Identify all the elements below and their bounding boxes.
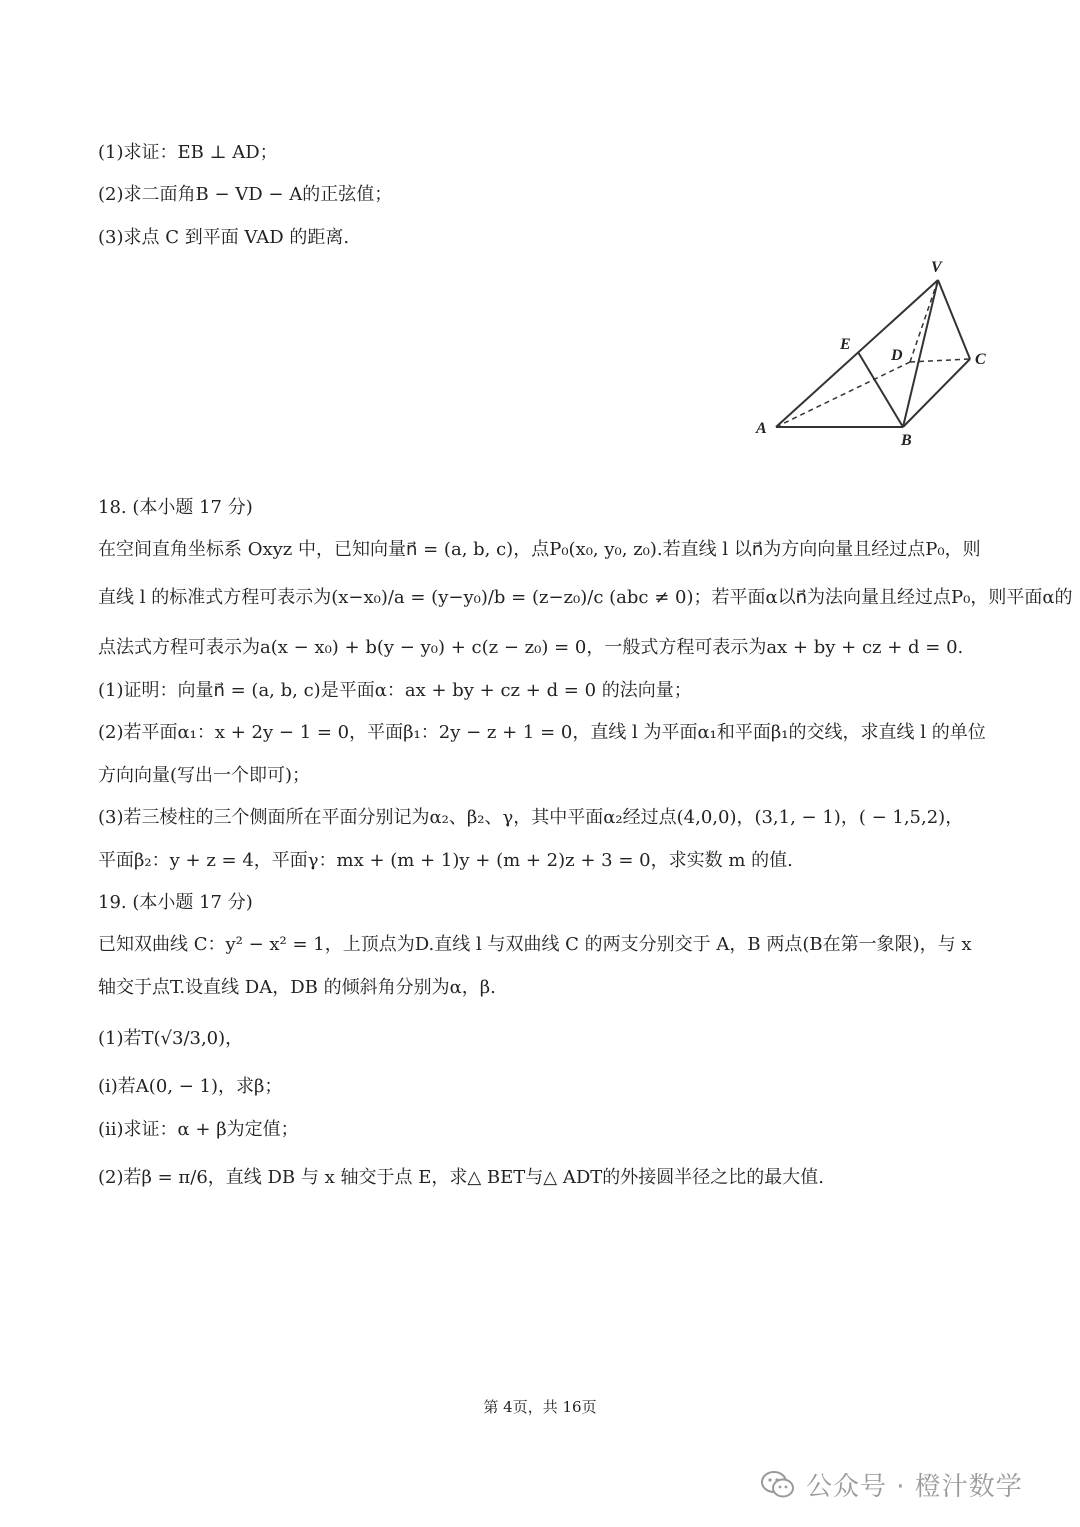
watermark-text: 公众号 · 橙汁数学 (806, 1472, 1023, 1502)
q19-intro-line2: 轴交于点T.设直线 DA，DB 的倾斜角分别为α，β. (98, 977, 496, 998)
watermark (760, 1466, 1023, 1503)
q18-intro-line1: 在空间直角坐标系 Oxyz 中，已知向量n⃗ = (a, b, c)，点P₀(x₀, y₀, z₀).若直线 l 以n⃗为方向向量且经过点P₀，则 (98, 539, 981, 560)
q17-part1: (1)求证：EB ⊥ AD； (98, 142, 278, 163)
edge-AD (776, 362, 910, 427)
q19-part2: (2)若β = π/6，直线 DB 与 x 轴交于点 E，求△ BET与△ ADT的外接圆半径之比的最大值. (98, 1167, 824, 1188)
q18-part3-line2: 平面β₂：y + z = 4，平面γ：mx + (m + 1)y + (m + 2)z + 3 = 0，求实数 m 的值. (98, 850, 793, 871)
pyramid-figure (748, 252, 1008, 452)
q18-intro-line2: 直线 l 的标准式方程可表示为(x−x₀)/a = (y−y₀)/b = (z−z₀)/c (abc ≠ 0)；若平面α以n⃗为法向量且经过点P₀，则平面α的 (98, 587, 1073, 608)
q18-part2-line2: 方向向量(写出一个即可)； (98, 765, 311, 786)
label-C: C (975, 351, 986, 368)
edge-AV (776, 280, 938, 427)
edge-BC (903, 359, 970, 427)
label-B: B (901, 432, 912, 449)
q18-header: 18. (本小题 17 分) (98, 497, 253, 518)
label-D: D (891, 347, 903, 364)
q17-part3: (3)求点 C 到平面 VAD 的距离. (98, 227, 350, 248)
q18-part3-line1: (3)若三棱柱的三个侧面所在平面分别记为α₂、β₂、γ，其中平面α₂经过点(4,0,0)，(3,1, − 1)，( − 1,5,2)， (98, 807, 964, 828)
q19-part1: (1)若T(√3/3,0)， (98, 1028, 244, 1049)
q18-intro-line3: 点法式方程可表示为a(x − x₀) + b(y − y₀) + c(z − z₀) = 0，一般式方程可表示为ax + by + cz + d = 0. (98, 637, 964, 658)
q19-part1-i: (i)若A(0, − 1)，求β； (98, 1076, 283, 1097)
q19-part1-ii: (ii)求证：α + β为定值； (98, 1119, 299, 1140)
q18-part1: (1)证明：向量n⃗ = (a, b, c)是平面α：ax + by + cz + d = 0 的法向量； (98, 680, 692, 701)
label-V: V (931, 259, 942, 276)
edge-VC (938, 280, 970, 359)
q19-header: 19. (本小题 17 分) (98, 892, 253, 913)
wechat-icon (760, 1469, 796, 1501)
edge-BV (903, 280, 938, 427)
q18-part2-line1: (2)若平面α₁：x + 2y − 1 = 0，平面β₁：2y − z + 1 = 0，直线 l 为平面α₁和平面β₁的交线，求直线 l 的单位 (98, 722, 986, 743)
page-footer: 第 4页，共 16页 (483, 1398, 597, 1416)
q19-intro-line1: 已知双曲线 C：y² − x² = 1，上顶点为D.直线 l 与双曲线 C 的两支分别交于 A，B 两点(B在第一象限)，与 x (98, 934, 972, 955)
label-E: E (840, 336, 851, 353)
label-A: A (756, 420, 767, 437)
q17-part2: (2)求二面角B − VD − A的正弦值； (98, 184, 393, 205)
